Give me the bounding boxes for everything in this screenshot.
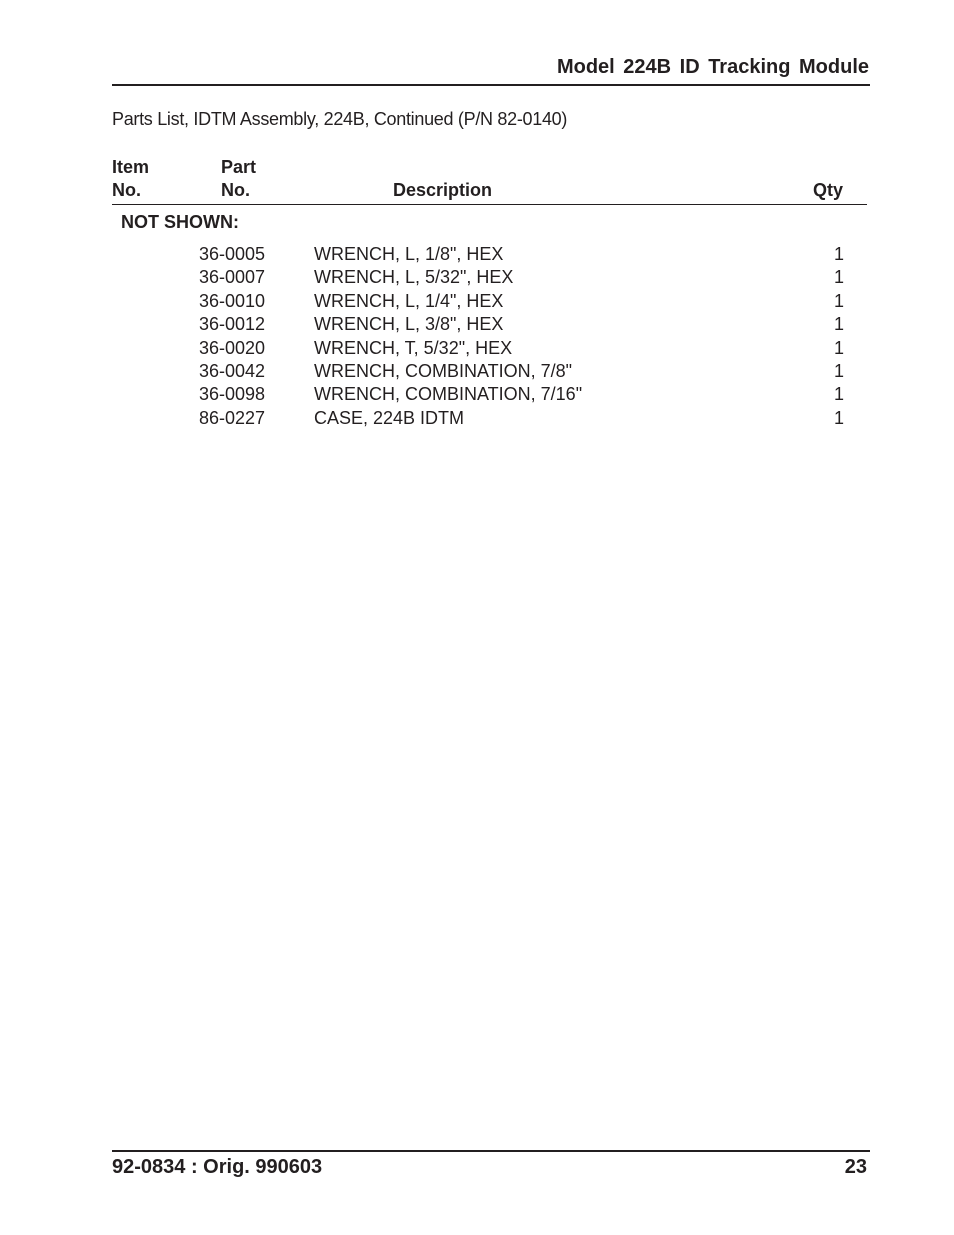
parts-list-subtitle: Parts List, IDTM Assembly, 224B, Continued (P/N 82-0140) <box>112 109 568 129</box>
part-description: WRENCH, L, 1/4", HEX <box>314 290 504 311</box>
table-header-rule <box>112 204 867 205</box>
table-row <box>0 314 954 337</box>
footer-doc-number: 92-0834 : Orig. 990603 <box>112 1156 323 1178</box>
part-qty: 1 <box>834 244 845 264</box>
col-qty-header: Qty <box>813 180 844 200</box>
header-rule <box>112 84 870 86</box>
col-description-header: Description <box>393 180 493 200</box>
col-part-header-line1: Part <box>221 157 257 177</box>
part-qty: 1 <box>834 407 845 428</box>
part-description: WRENCH, COMBINATION, 7/16" <box>314 384 583 405</box>
table-row <box>0 244 954 267</box>
part-qty: 1 <box>834 267 845 288</box>
part-number: 36-0098 <box>199 384 266 405</box>
part-description: WRENCH, L, 3/8", HEX <box>314 314 504 335</box>
part-number: 36-0007 <box>199 267 266 288</box>
footer-page-number: 23 <box>844 1156 867 1178</box>
table-row <box>0 338 954 361</box>
table-row <box>0 291 954 314</box>
table-row <box>0 384 954 407</box>
col-part-header-line2: No. <box>221 180 250 200</box>
page-header-title: Model 224B ID Tracking Module <box>556 56 869 78</box>
col-item-header-line1: Item <box>112 157 150 177</box>
part-number: 36-0010 <box>199 290 266 311</box>
part-number: 36-0020 <box>199 337 266 358</box>
part-qty: 1 <box>834 361 845 381</box>
col-item-header-line2: No. <box>112 180 141 200</box>
part-qty: 1 <box>834 337 845 358</box>
table-row <box>0 408 954 431</box>
part-number: 36-0005 <box>199 244 266 264</box>
part-description: CASE, 224B IDTM <box>314 407 465 428</box>
part-qty: 1 <box>834 290 845 311</box>
part-number: 36-0012 <box>199 314 266 335</box>
table-row <box>0 267 954 290</box>
part-number: 86-0227 <box>199 407 266 428</box>
part-description: WRENCH, COMBINATION, 7/8" <box>314 361 573 381</box>
part-description: WRENCH, L, 5/32", HEX <box>314 267 514 288</box>
table-row <box>0 361 954 384</box>
part-description: WRENCH, T, 5/32", HEX <box>314 337 513 358</box>
part-number: 36-0042 <box>199 361 266 381</box>
section-not-shown: NOT SHOWN: <box>121 212 239 232</box>
part-description: WRENCH, L, 1/8", HEX <box>314 244 504 264</box>
part-qty: 1 <box>834 314 845 335</box>
footer-rule <box>112 1150 870 1152</box>
part-qty: 1 <box>834 384 845 405</box>
